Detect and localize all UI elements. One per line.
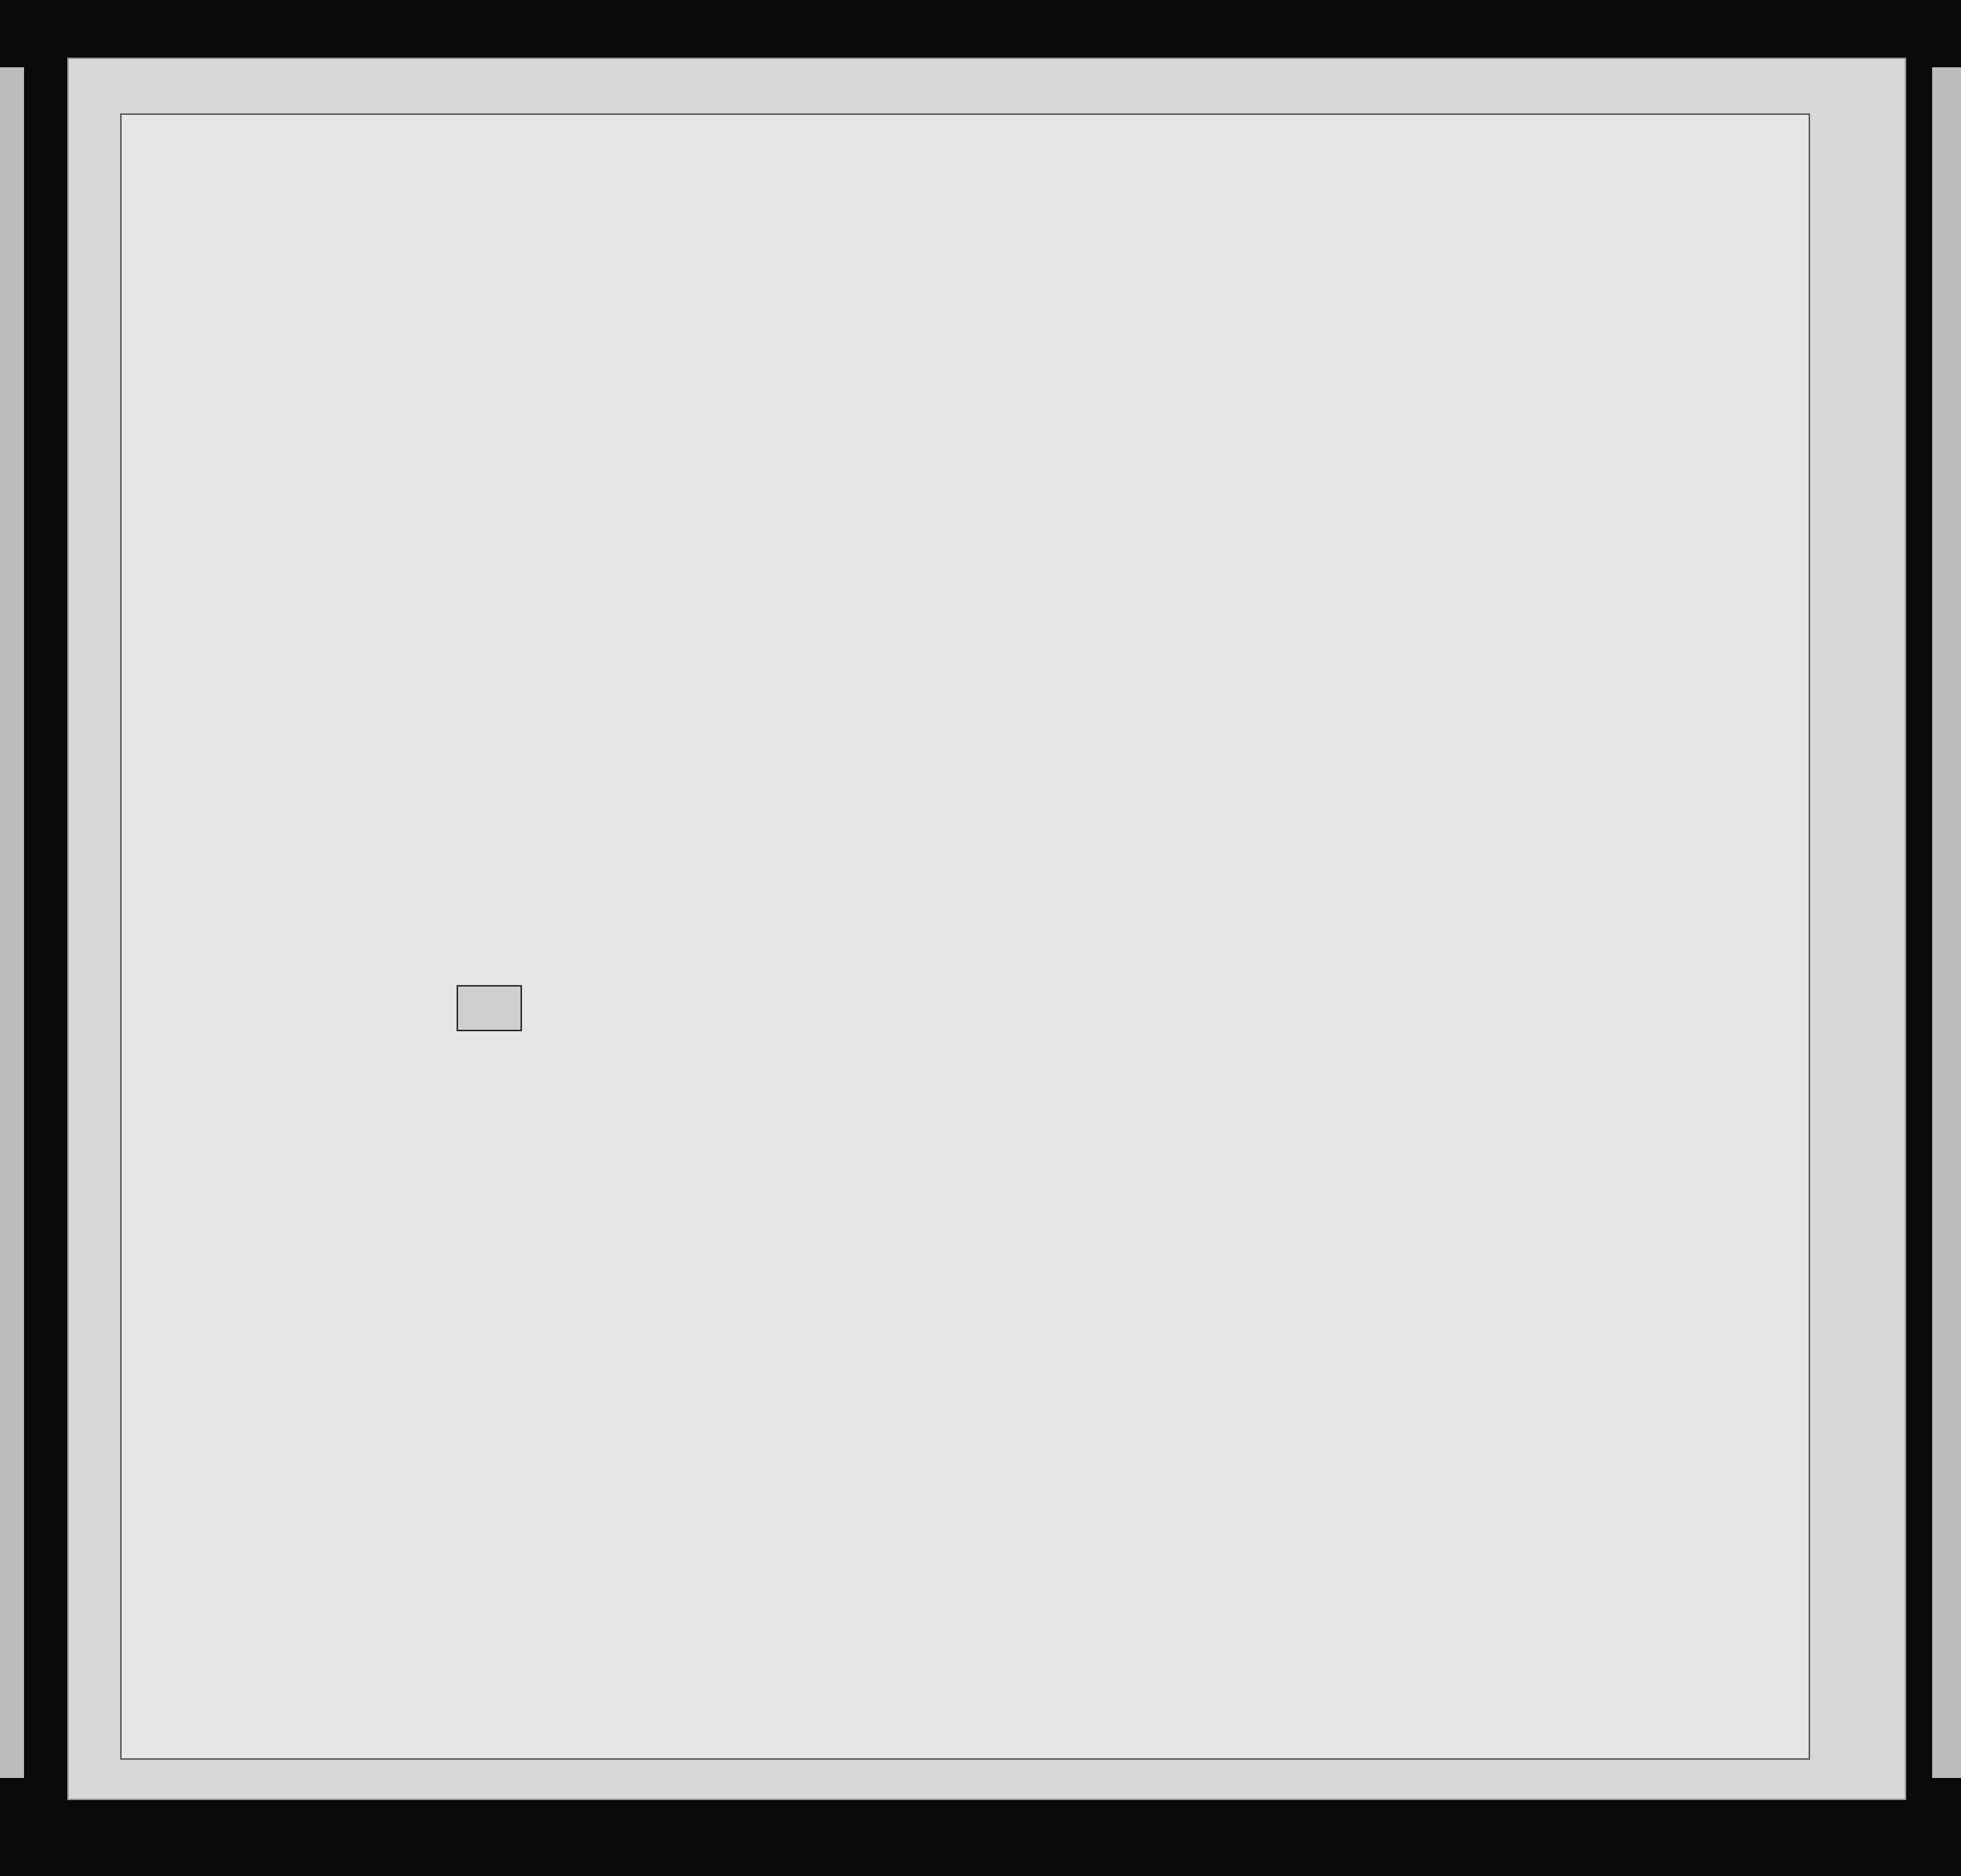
fee-stamp (457, 985, 522, 1031)
